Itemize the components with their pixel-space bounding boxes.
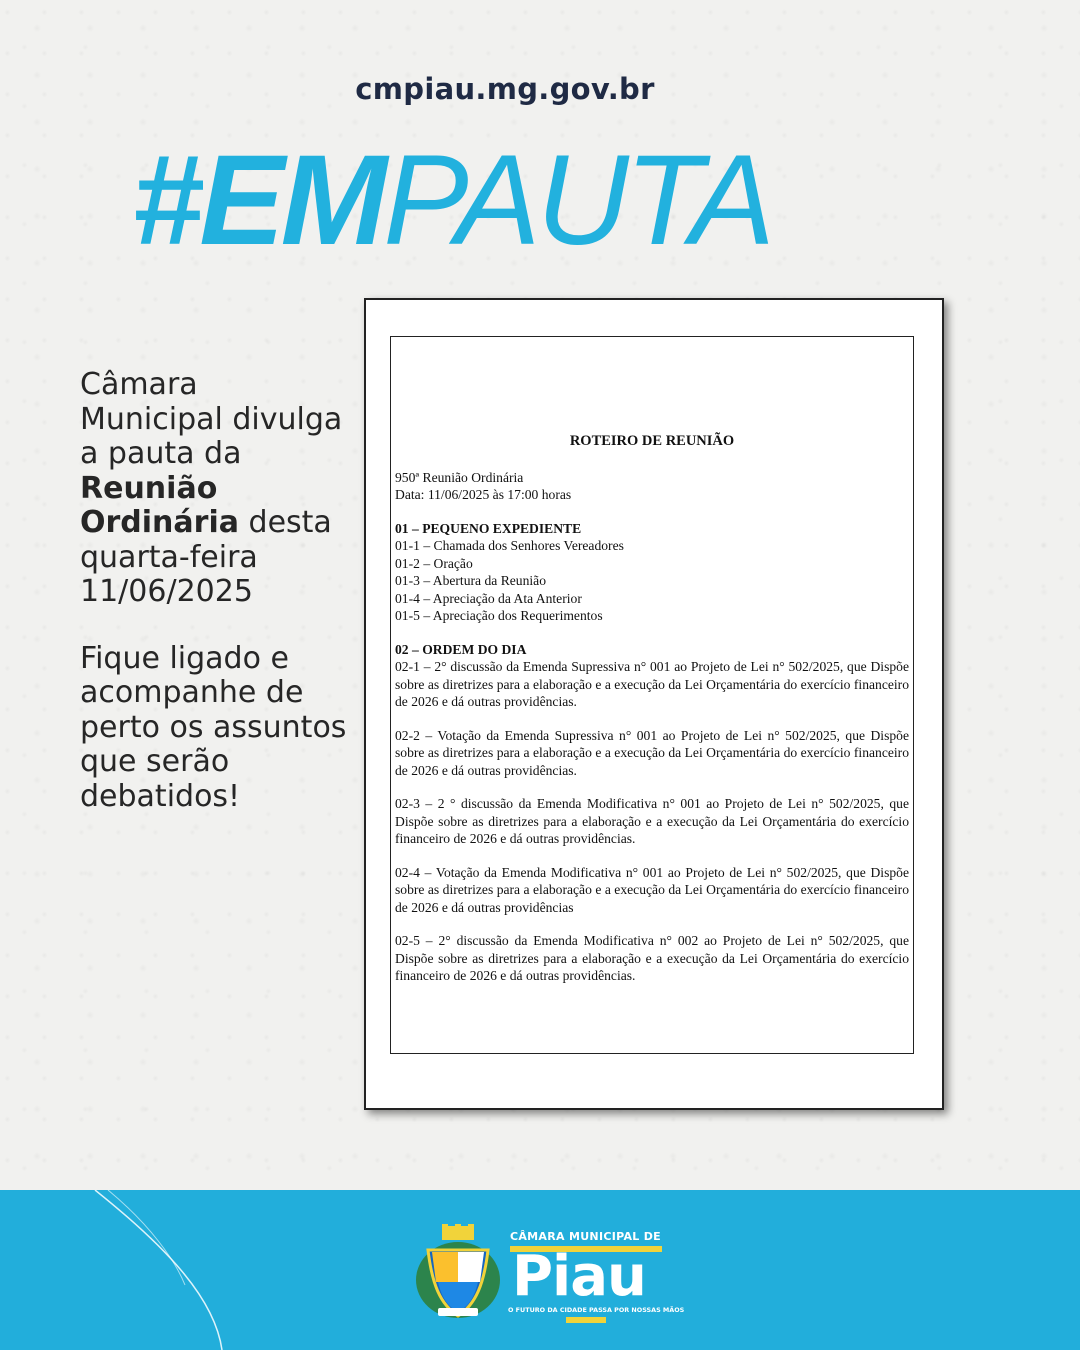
list-item: 01-4 – Apreciação da Ata Anterior (395, 590, 582, 606)
lead-paragraph (80, 368, 350, 610)
lead-line-2: desta quarta-feira 11/06/2025 (80, 505, 332, 609)
brand-top-text: CÂMARA MUNICIPAL DE (510, 1230, 661, 1243)
section-title-1: 01 – PEQUENO EXPEDIENTE (395, 520, 582, 536)
list-item: 02-2 – Votação da Emenda Supressiva n° 001 ao Projeto de Lei n° 502/2025, que Dispõe sobre as diretrizes para a elaboração e a execução da Lei Orçamentária do exercício financeiro de 2026 e dá outras providências. (395, 727, 909, 778)
lead-cta: Fique ligado e acompanhe de perto os assuntos que serão debatidos! (80, 640, 347, 814)
list-item: 02-3 – 2 ° discussão da Emenda Modificativa n° 001 ao Projeto de Lei n° 502/2025, que Dispõe sobre as diretrizes para a elaboração e a execução da Lei Orçamentária do exercício financeiro de 2026 e dá outras providências. (395, 796, 909, 846)
section-title-2: 02 – ORDEM DO DIA (395, 641, 527, 657)
list-item: 01-3 – Abertura da Reunião (395, 573, 546, 588)
document-content (395, 433, 909, 985)
municipal-coat-of-arms-icon (410, 1224, 506, 1320)
lead-text (80, 368, 350, 814)
list-item: 02-1 – 2° discussão da Emenda Supressiva n° 001 ao Projeto de Lei n° 502/2025, que Dispõe sobre as diretrizes para a elaboração e a execução da Lei Orçamentária do exercício financeiro de 2026 e dá outras providências. (395, 659, 909, 709)
title-regular-part: PAUTA (383, 129, 771, 272)
list-item: 01-2 – Oração (395, 555, 473, 571)
hashtag-title (132, 129, 771, 272)
list-item: 01-1 – Chamada dos Senhores Vereadores (395, 538, 624, 553)
footer-bar (0, 1190, 1080, 1350)
document-frame (390, 336, 914, 1054)
lead-line-1: Câmara Municipal divulga a pauta da (80, 367, 343, 471)
website-url: cmpiau.mg.gov.br (355, 72, 655, 106)
brand-name: Piau (512, 1244, 646, 1309)
meeting-number: 950ª Reunião Ordinária (395, 469, 524, 485)
document-heading: ROTEIRO DE REUNIÃO (569, 433, 735, 449)
brand-tagline: O FUTURO DA CIDADE PASSA POR NOSSAS MÃOS (508, 1306, 685, 1314)
list-item: 02-5 – 2° discussão da Emenda Modificativa n° 002 ao Projeto de Lei n° 502/2025, que Dispõe sobre as diretrizes para a elaboração e a execução da Lei Orçamentária do exercício financeiro de 2026 e dá outras providências. (395, 933, 909, 983)
document-sheet (364, 298, 944, 1110)
chamber-logo (410, 1218, 685, 1328)
list-item: 01-5 – Apreciação dos Requerimentos (395, 608, 603, 623)
list-item: 02-4 – Votação da Emenda Modificativa n° 001 ao Projeto de Lei n° 502/2025, que Dispõe sobre as diretrizes para a elaboração e a execução da Lei Orçamentária do exercício financeiro de 2026 e dá outras providências (395, 864, 909, 915)
title-bold-part: #EM (132, 129, 384, 272)
meeting-date: Data: 11/06/2025 às 17:00 horas (395, 487, 572, 502)
brand-mini-bar (566, 1317, 606, 1323)
lead-bold: Reunião Ordinária (80, 470, 239, 540)
decorative-curve (0, 1190, 300, 1350)
